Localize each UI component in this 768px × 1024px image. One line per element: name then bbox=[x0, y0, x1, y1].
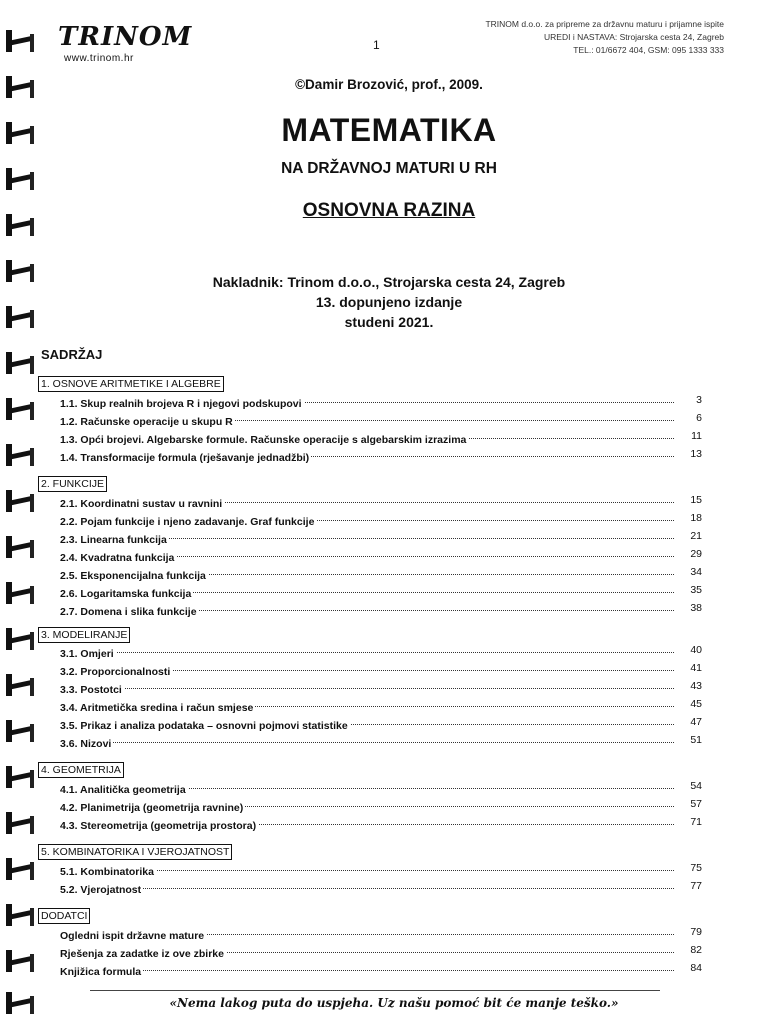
footer-quote: «Nema lakog puta do uspjeha. Uz našu pomoć bit će manje teško.» bbox=[169, 996, 619, 1010]
toc-entry-page: 15 bbox=[690, 494, 702, 506]
toc-entry[interactable] bbox=[60, 496, 702, 512]
toc-entry-page: 47 bbox=[690, 716, 702, 728]
toc-entry-label: 4.3. Stereometrija (geometrija prostora) bbox=[60, 820, 257, 832]
spiral-binding bbox=[0, 0, 42, 1024]
toc-entry-label: 2.6. Logaritamska funkcija bbox=[60, 588, 192, 600]
toc-entry[interactable] bbox=[60, 818, 702, 834]
toc-entry[interactable] bbox=[60, 682, 702, 698]
toc-entry[interactable] bbox=[60, 646, 702, 662]
toc-entry-label: Ogledni ispit državne mature bbox=[60, 930, 205, 942]
toc-entry-page: 38 bbox=[690, 602, 702, 614]
toc-section-title: 3. MODELIRANJE bbox=[38, 627, 130, 643]
binding-ring bbox=[6, 674, 32, 696]
toc-entry-page: 18 bbox=[690, 512, 702, 524]
toc-entry[interactable] bbox=[60, 782, 702, 798]
toc-entry-page: 11 bbox=[691, 430, 702, 442]
toc-entry[interactable] bbox=[60, 928, 702, 944]
toc-entry-label: 1.3. Opći brojevi. Algebarske formule. Računske operacije s algebarskim izrazima bbox=[60, 434, 467, 446]
toc-entry-label: 3.6. Nizovi bbox=[60, 738, 112, 750]
toc-entry[interactable] bbox=[60, 586, 702, 602]
toc-entry-label: 3.4. Aritmetička sredina i račun smjese bbox=[60, 702, 254, 714]
binding-ring bbox=[6, 536, 32, 558]
toc-entry-label: 3.2. Proporcionalnosti bbox=[60, 666, 171, 678]
toc-entry-label: 3.1. Omjeri bbox=[60, 648, 114, 660]
toc-entry[interactable] bbox=[60, 800, 702, 816]
logo-url: www.trinom.hr bbox=[64, 53, 134, 64]
toc-entry[interactable] bbox=[60, 664, 702, 680]
binding-ring bbox=[6, 858, 32, 880]
toc-entry-page: 79 bbox=[690, 926, 702, 938]
binding-ring bbox=[6, 30, 32, 52]
toc-entry-label: 2.3. Linearna funkcija bbox=[60, 534, 167, 546]
toc-entry[interactable] bbox=[60, 532, 702, 548]
toc-entry-label: 1.2. Računske operacije u skupu R bbox=[60, 416, 233, 428]
document-subtitle: NA DRŽAVNOJ MATURI U RH bbox=[281, 160, 497, 177]
toc-entry[interactable] bbox=[60, 604, 702, 620]
header-line: TRINOM d.o.o. za pripreme za državnu maturu i prijamne ispite bbox=[485, 19, 724, 29]
toc-entry-page: 51 bbox=[690, 734, 702, 746]
toc-entry-page: 6 bbox=[696, 412, 702, 424]
edition-line: 13. dopunjeno izdanje bbox=[315, 294, 463, 310]
toc-entry[interactable] bbox=[60, 568, 702, 584]
level-heading: OSNOVNA RAZINA bbox=[302, 200, 476, 221]
toc-entry-label: Rješenja za zadatke iz ove zbirke bbox=[60, 948, 224, 960]
toc-section-title: 5. KOMBINATORIKA I VJEROJATNOST bbox=[38, 844, 232, 860]
toc-entry-label: 5.1. Kombinatorika bbox=[60, 866, 154, 878]
toc-entry-label: 4.1. Analitička geometrija bbox=[60, 784, 186, 796]
binding-ring bbox=[6, 398, 32, 420]
page-number: 1 bbox=[373, 38, 380, 52]
toc-entry[interactable] bbox=[60, 700, 702, 716]
toc-entry-page: 34 bbox=[690, 566, 702, 578]
binding-ring bbox=[6, 904, 32, 926]
toc-entry[interactable] bbox=[60, 550, 702, 566]
toc-entry[interactable] bbox=[60, 736, 702, 752]
toc-entry[interactable] bbox=[60, 718, 702, 734]
binding-ring bbox=[6, 628, 32, 650]
toc-heading: SADRŽAJ bbox=[41, 347, 103, 362]
toc-entry-page: 77 bbox=[690, 880, 702, 892]
toc-entry-label: 4.2. Planimetrija (geometrija ravnine) bbox=[60, 802, 244, 814]
toc-entry-page: 35 bbox=[690, 584, 702, 596]
toc-entry-label: 3.3. Postotci bbox=[60, 684, 122, 696]
toc-entry[interactable] bbox=[60, 946, 702, 962]
header-contact bbox=[485, 18, 724, 57]
binding-ring bbox=[6, 490, 32, 512]
binding-ring bbox=[6, 720, 32, 742]
toc-entry-page: 82 bbox=[690, 944, 702, 956]
toc-entry-page: 43 bbox=[690, 680, 702, 692]
binding-ring bbox=[6, 950, 32, 972]
author-line: ©Damir Brozović, prof., 2009. bbox=[295, 77, 483, 92]
toc-section-title: 4. GEOMETRIJA bbox=[38, 762, 124, 778]
toc-entry-label: 2.2. Pojam funkcije i njeno zadavanje. Graf funkcije bbox=[60, 516, 315, 528]
toc-entry-label: 2.1. Koordinatni sustav u ravnini bbox=[60, 498, 223, 510]
toc-entry-page: 57 bbox=[690, 798, 702, 810]
header-line: UREDI i NASTAVA: Strojarska cesta 24, Zagreb bbox=[544, 32, 724, 42]
toc-entry-page: 75 bbox=[690, 862, 702, 874]
toc-entry[interactable] bbox=[60, 882, 702, 898]
binding-ring bbox=[6, 352, 32, 374]
toc-entry-page: 29 bbox=[690, 548, 702, 560]
publisher-line: Nakladnik: Trinom d.o.o., Strojarska cesta 24, Zagreb bbox=[212, 274, 566, 290]
toc-entry[interactable] bbox=[60, 864, 702, 880]
publisher-block bbox=[0, 272, 768, 332]
toc-entry-label: 1.4. Transformacije formula (rješavanje jednadžbi) bbox=[60, 452, 310, 464]
toc-section-title: 1. OSNOVE ARITMETIKE I ALGEBRE bbox=[38, 376, 224, 392]
footer-divider bbox=[90, 990, 660, 991]
toc-entry-page: 71 bbox=[690, 816, 702, 828]
trinom-logo: TRINOM bbox=[58, 22, 193, 52]
binding-ring bbox=[6, 766, 32, 788]
toc-entry[interactable] bbox=[60, 396, 702, 412]
toc-entry-page: 13 bbox=[690, 448, 702, 460]
binding-ring bbox=[6, 812, 32, 834]
toc-entry-label: Knjižica formula bbox=[60, 966, 142, 978]
toc-entry[interactable] bbox=[60, 964, 702, 980]
toc-section-title: 2. FUNKCIJE bbox=[38, 476, 107, 492]
date-line: studeni 2021. bbox=[344, 314, 434, 330]
toc-entry-label: 5.2. Vjerojatnost bbox=[60, 884, 142, 896]
toc-entry-page: 84 bbox=[690, 962, 702, 974]
header-line: TEL.: 01/6672 404, GSM: 095 1333 333 bbox=[573, 45, 724, 55]
toc-entry-label: 2.5. Eksponencijalna funkcija bbox=[60, 570, 206, 582]
toc-entry-page: 54 bbox=[690, 780, 702, 792]
document-title: MATEMATIKA bbox=[281, 112, 497, 148]
toc-section-title: DODATCI bbox=[38, 908, 90, 924]
toc-entry-page: 40 bbox=[690, 644, 702, 656]
binding-ring bbox=[6, 582, 32, 604]
toc-entry-page: 41 bbox=[690, 662, 702, 674]
toc-entry[interactable] bbox=[60, 432, 702, 448]
toc-entry-label: 3.5. Prikaz i analiza podataka – osnovni pojmovi statistike bbox=[60, 720, 348, 732]
binding-ring bbox=[6, 444, 32, 466]
toc-entry-label: 2.7. Domena i slika funkcije bbox=[60, 606, 197, 618]
toc-entry-label: 1.1. Skup realnih brojeva R i njegovi podskupovi bbox=[60, 398, 302, 410]
toc-entry-page: 21 bbox=[690, 530, 702, 542]
toc-entry[interactable] bbox=[60, 514, 702, 530]
toc-entry[interactable] bbox=[60, 450, 702, 466]
toc-entry-label: 2.4. Kvadratna funkcija bbox=[60, 552, 175, 564]
toc-entry[interactable] bbox=[60, 414, 702, 430]
toc-entry-page: 3 bbox=[696, 394, 702, 406]
toc-entry-page: 45 bbox=[690, 698, 702, 710]
